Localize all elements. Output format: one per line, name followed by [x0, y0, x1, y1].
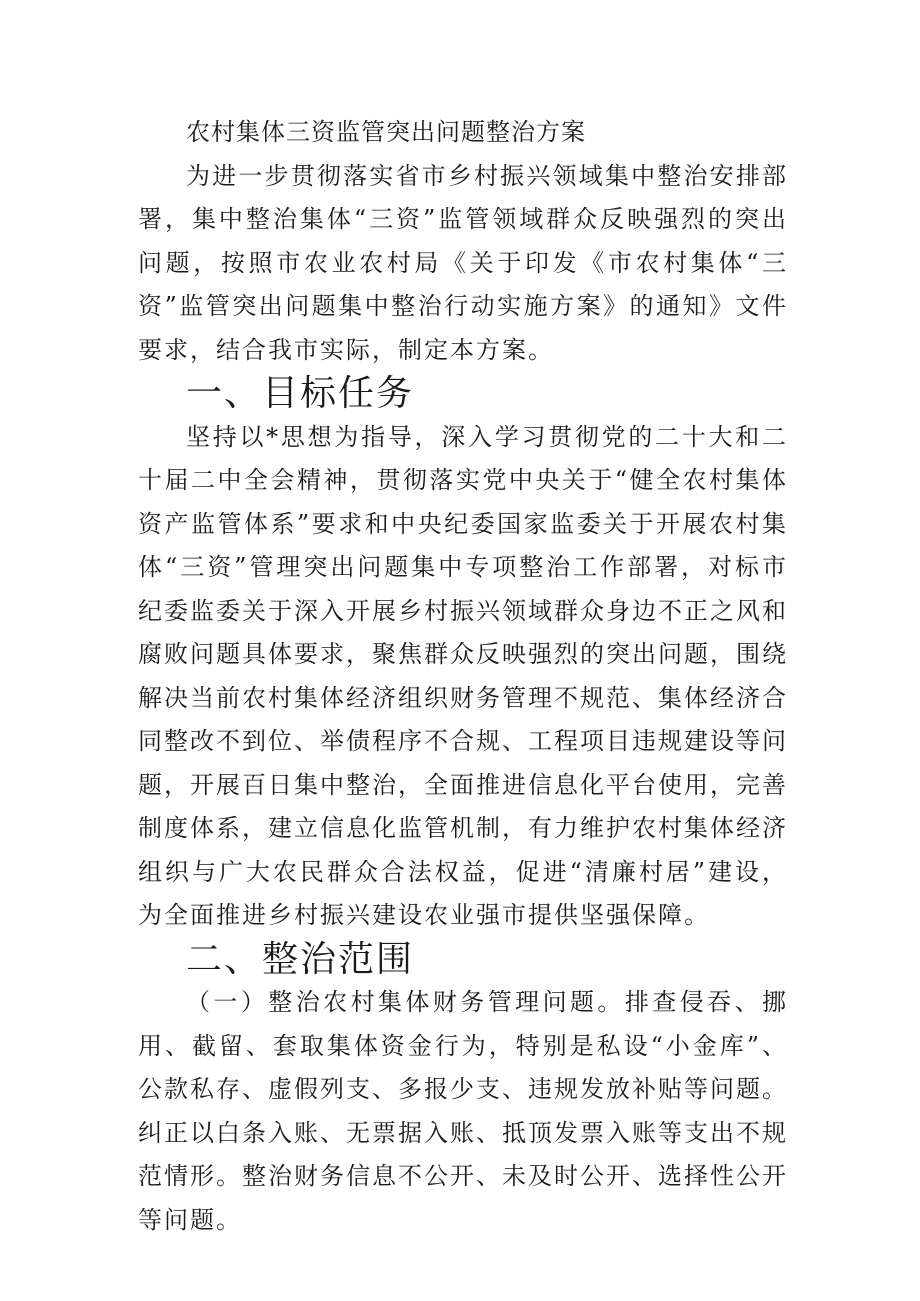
intro-paragraph: 为进一步贯彻落实省市乡村振兴领域集中整治安排部署，集中整治集体“三资”监管领域群众反映强烈的突出问题，按照市农业农村局《关于印发《市农村集体“三资”监管突出问题集中整治行动实施方案》的通知》文件要求，结合我市实际，制定本方案。: [138, 161, 788, 364]
scope-item-paragraph: （一）整治农村集体财务管理问题。排查侵吞、挪用、截留、套取集体资金行为，特别是私设“小金库”、公款私存、虚假列支、多报少支、违规发放补贴等问题。纠正以白条入账、无票据入账、抵顶发票入账等支出不规范情形。整治财务信息不公开、未及时公开、选择性公开等问题。: [138, 988, 788, 1234]
section-heading-goals: 一、目标任务: [186, 373, 415, 414]
document-body: [138, 111, 788, 1242]
document-title: 农村集体三资监管突出问题整治方案: [186, 118, 586, 146]
goals-paragraph: 坚持以*思想为指导，深入学习贯彻党的二十大和二十届二中全会精神，贯彻落实党中央关于“健全农村集体资产监管体系”要求和中央纪委国家监委关于开展农村集体“三资”管理突出问题集中专项整治工作部署，对标市纪委监委关于深入开展乡村振兴领域群众身边不正之风和腐败问题具体要求，聚焦群众反映强烈的突出问题，围绕解决当前农村集体经济组织财务管理不规范、集体经济合同整改不到位、举债程序不合规、工程项目违规建设等问题，开展百日集中整治，全面推进信息化平台使用，完善制度体系，建立信息化监管机制，有力维护农村集体经济组织与广大农民群众合法权益，促进“清廉村居”建设，为全面推进乡村振兴建设农业强市提供坚强保障。: [138, 422, 788, 929]
section-heading-scope: 二、整治范围: [186, 938, 415, 980]
